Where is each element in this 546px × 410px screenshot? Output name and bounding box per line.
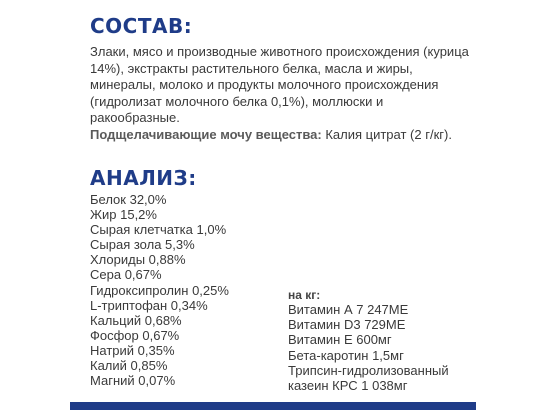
composition-ingredients: Злаки, мясо и производные животного происхождения (курица 14%), экстракты растительного белка, масла и жиры, минералы, молоко и продукты молочного происхождения (гидролизат молочного белка 0,1%), моллюски и ракообразные. xyxy=(90,44,469,125)
alkalizing-line xyxy=(90,127,470,144)
vitamin-item-e: Витамин Е 600мг xyxy=(288,332,392,348)
analysis-item-phosphorus: Фосфор 0,67% xyxy=(90,327,180,343)
analysis-item-sulfur: Сера 0,67% xyxy=(90,267,162,283)
analysis-list xyxy=(90,192,229,388)
analysis-item-magnesium: Магний 0,07% xyxy=(90,373,176,389)
alkalizing-label: Подщелачивающие мочу вещества: xyxy=(90,126,322,142)
analysis-heading: АНАЛИЗ: xyxy=(90,166,197,190)
analysis-item-sodium: Натрий 0,35% xyxy=(90,342,175,358)
vitamin-item-casein-2: казеин КРС 1 038мг xyxy=(288,378,408,394)
vitamin-item-d3: Витамин D3 729МЕ xyxy=(288,317,406,333)
composition-text xyxy=(90,44,470,143)
analysis-item-tryptophan: L-триптофан 0,34% xyxy=(90,297,208,313)
alkalizing-value: Калия цитрат (2 г/кг). xyxy=(321,126,452,142)
analysis-item-ash: Сырая зола 5,3% xyxy=(90,237,195,253)
analysis-item-protein: Белок 32,0% xyxy=(90,192,167,207)
analysis-item-hydroxyproline: Гидроксипролин 0,25% xyxy=(90,282,229,298)
analysis-item-potassium: Калий 0,85% xyxy=(90,358,168,374)
vitamin-item-casein-1: Трипсин-гидролизованный xyxy=(288,362,449,378)
vitamin-list xyxy=(288,302,449,393)
composition-heading: СОСТАВ: xyxy=(90,14,193,38)
analysis-item-fiber: Сырая клетчатка 1,0% xyxy=(90,222,227,238)
vitamin-item-a: Витамин А 7 247МЕ xyxy=(288,302,409,317)
analysis-item-fat: Жир 15,2% xyxy=(90,207,157,223)
footer-bar xyxy=(70,402,476,410)
vitamins-heading: на кг: xyxy=(288,288,321,302)
analysis-item-calcium: Кальций 0,68% xyxy=(90,312,182,328)
vitamin-item-beta-carotene: Бета-каротин 1,5мг xyxy=(288,347,404,363)
analysis-item-chlorides: Хлориды 0,88% xyxy=(90,252,186,268)
